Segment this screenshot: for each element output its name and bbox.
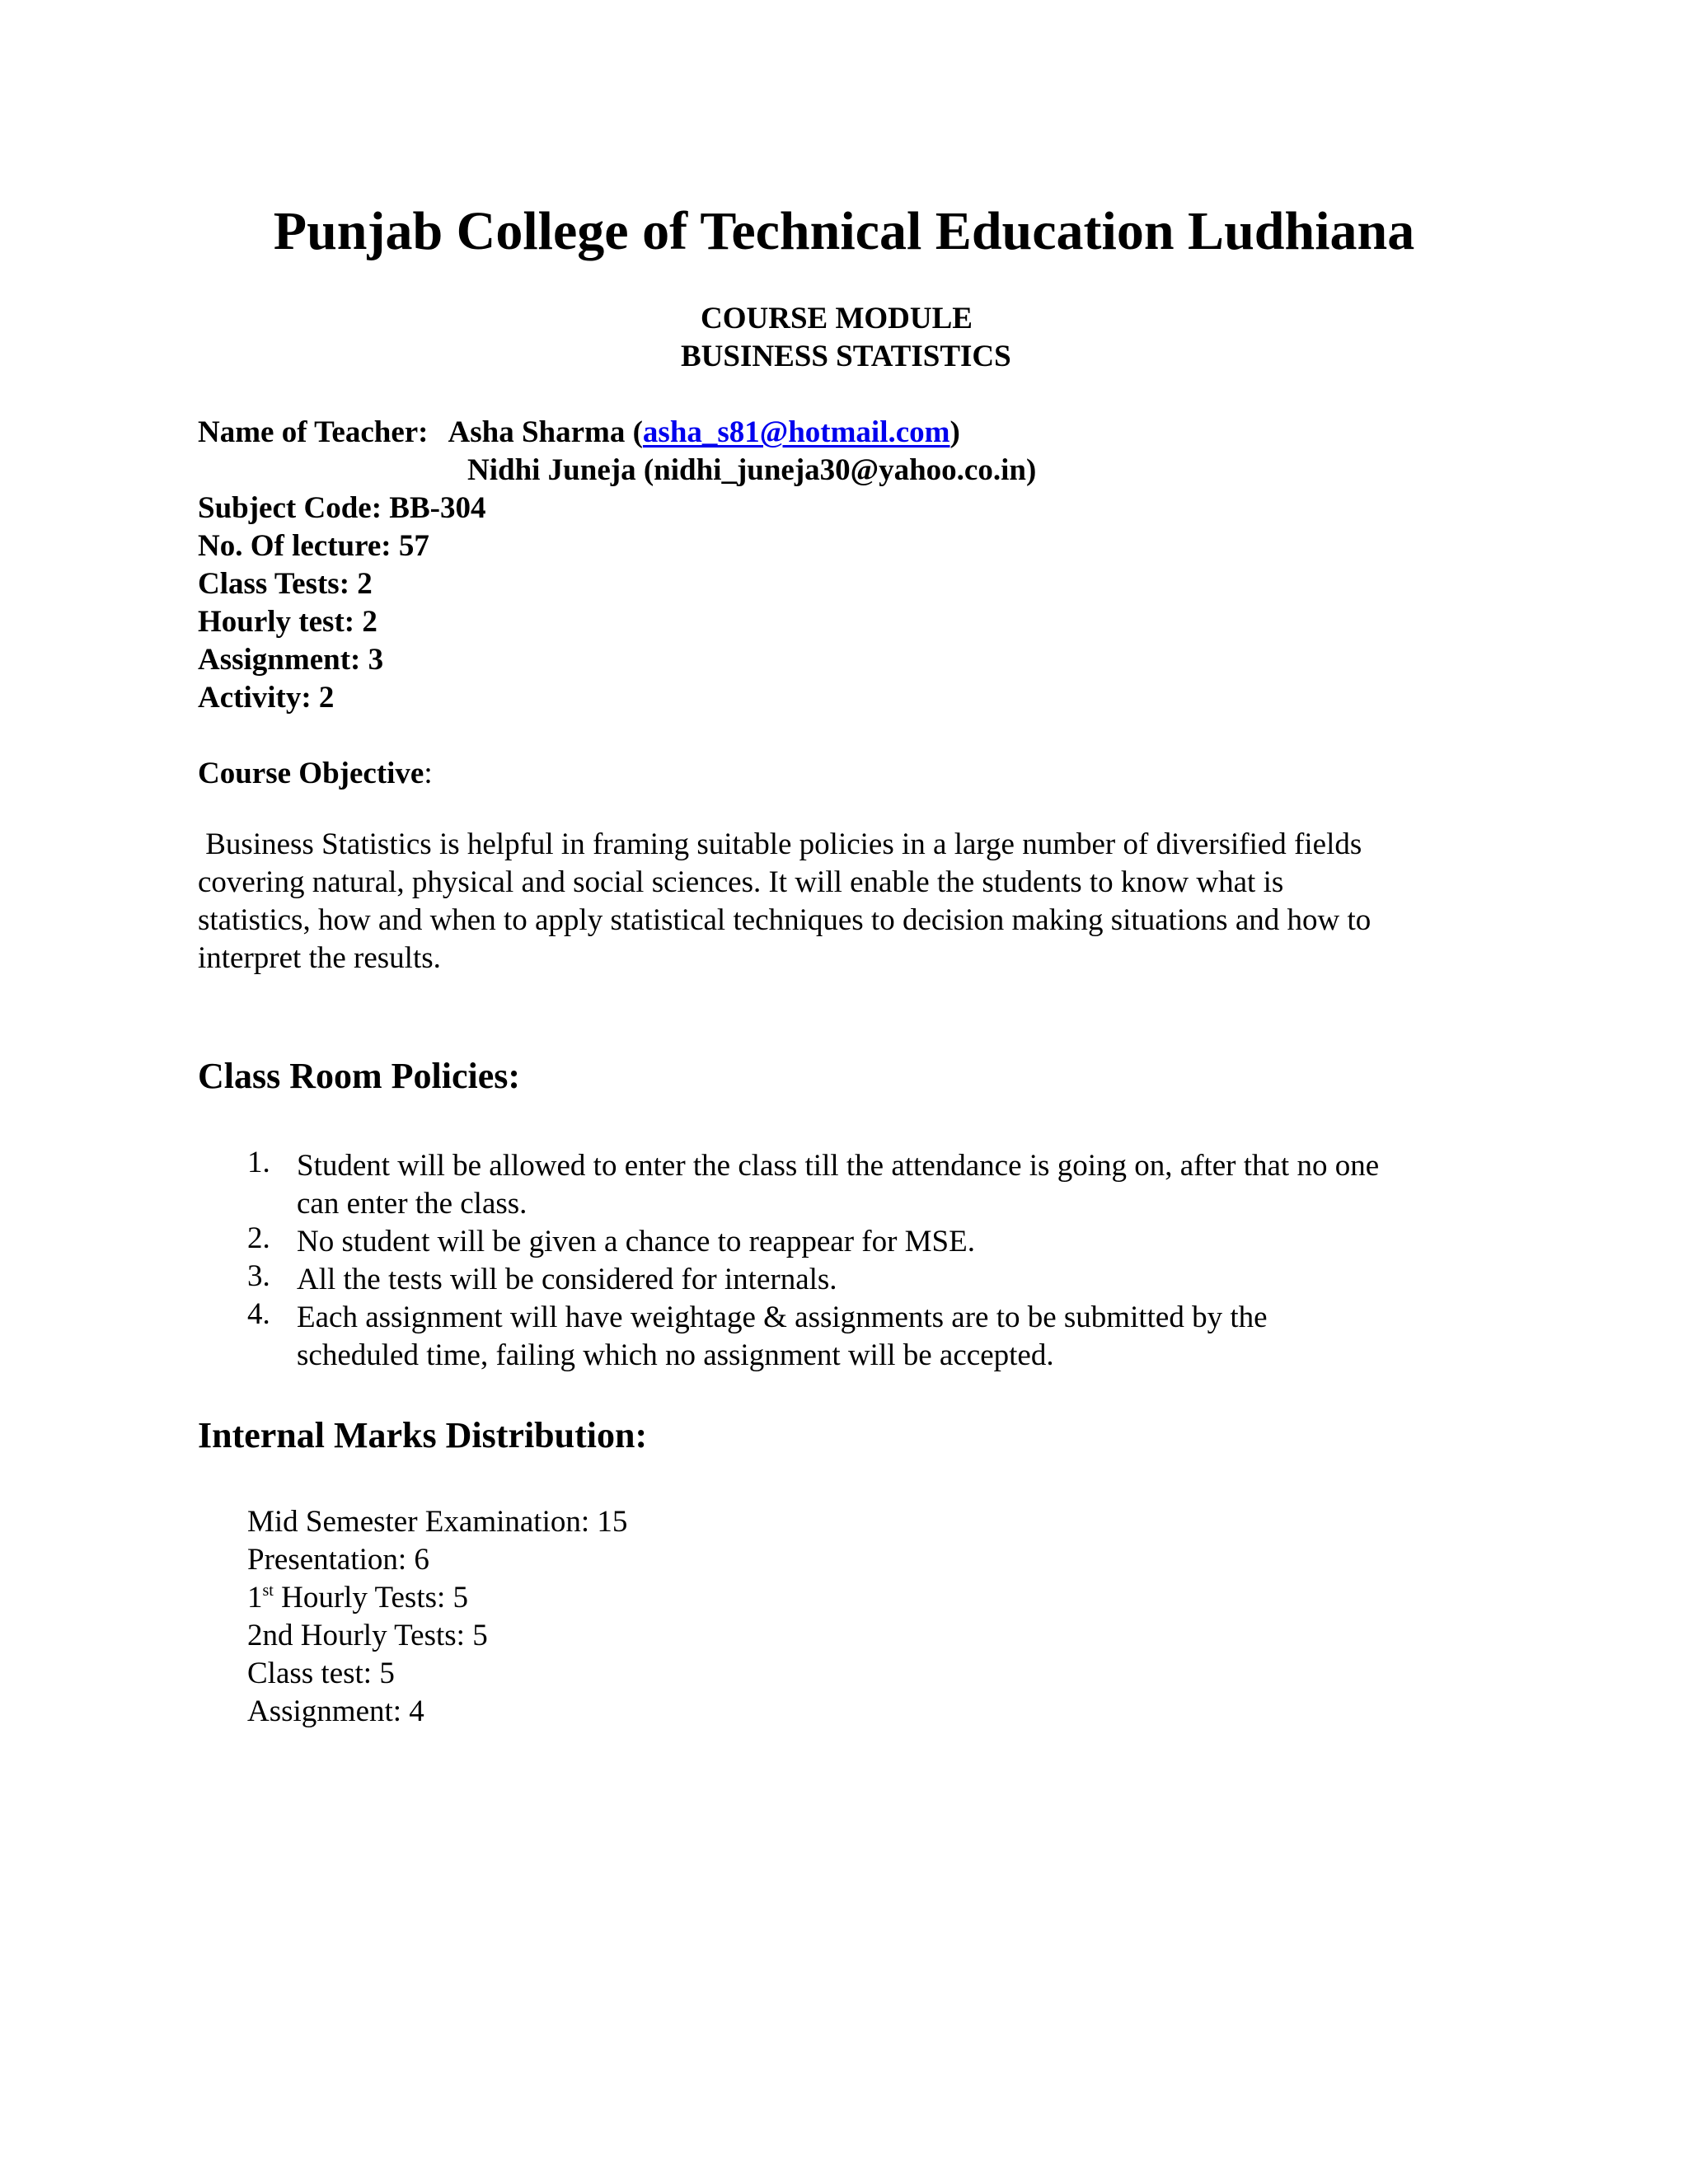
teacher1-name: Asha Sharma ( (448, 415, 643, 449)
class-tests: Class Tests: 2 (198, 567, 373, 601)
policy-number-2: 2. (247, 1221, 270, 1255)
module-label: COURSE MODULE (701, 302, 973, 335)
hourly1-text: Hourly Tests: 5 (273, 1581, 469, 1615)
assignment-count: Assignment: 3 (198, 643, 384, 677)
marks-assignment: Assignment: 4 (247, 1694, 424, 1728)
teacher2-line: Nidhi Juneja (nidhi_juneja30@yahoo.co.in) (467, 453, 1037, 487)
policy-3-line-1: All the tests will be considered for internals. (297, 1263, 837, 1296)
teacher-row-1 (198, 417, 960, 448)
marks-hourly-2: 2nd Hourly Tests: 5 (247, 1619, 488, 1652)
hourly1-ordinal: st (262, 1582, 274, 1600)
objective-line-4: interpret the results. (198, 941, 441, 975)
objective-heading-row (198, 758, 433, 789)
marks-heading: Internal Marks Distribution: (198, 1415, 648, 1455)
hourly1-number: 1 (247, 1581, 263, 1615)
objective-line-3: statistics, how and when to apply statistical techniques to decision making situations and how to (198, 903, 1372, 937)
teacher1-email-link[interactable]: asha_s81@hotmail.com (642, 415, 950, 449)
policies-heading: Class Room Policies: (198, 1056, 521, 1096)
policy-number-1: 1. (247, 1146, 270, 1179)
objective-colon: : (424, 757, 433, 790)
policy-4-line-1: Each assignment will have weightage & assignments are to be submitted by the (297, 1301, 1268, 1334)
objective-heading: Course Objective (198, 757, 424, 790)
policy-1-line-1: Student will be allowed to enter the class till the attendance is going on, after that no one (297, 1149, 1380, 1183)
objective-line-2: covering natural, physical and social sciences. It will enable the students to know what is (198, 865, 1284, 899)
marks-class-test: Class test: 5 (247, 1657, 395, 1690)
policy-2-line-1: No student will be given a chance to reappear for MSE. (297, 1225, 975, 1258)
policy-4-line-2: scheduled time, failing which no assignment will be accepted. (297, 1338, 1054, 1372)
hourly-test: Hourly test: 2 (198, 605, 377, 639)
subject-code: Subject Code: BB-304 (198, 491, 486, 525)
lecture-count: No. Of lecture: 57 (198, 529, 429, 563)
activity-count: Activity: 2 (198, 681, 335, 715)
subject-title: BUSINESS STATISTICS (681, 340, 1011, 373)
policy-number-4: 4. (247, 1297, 270, 1331)
policy-1-line-2: can enter the class. (297, 1187, 528, 1221)
teacher1-close: ) (950, 415, 960, 449)
marks-mse: Mid Semester Examination: 15 (247, 1505, 628, 1539)
marks-hourly-1 (247, 1582, 468, 1613)
teacher-label: Name of Teacher: (198, 415, 429, 449)
college-title: Punjab College of Technical Education Ludhiana (273, 201, 1415, 261)
policy-number-3: 3. (247, 1259, 270, 1293)
objective-line-1: Business Statistics is helpful in framing suitable policies in a large number of diversified fields (198, 827, 1362, 861)
marks-presentation: Presentation: 6 (247, 1543, 429, 1577)
